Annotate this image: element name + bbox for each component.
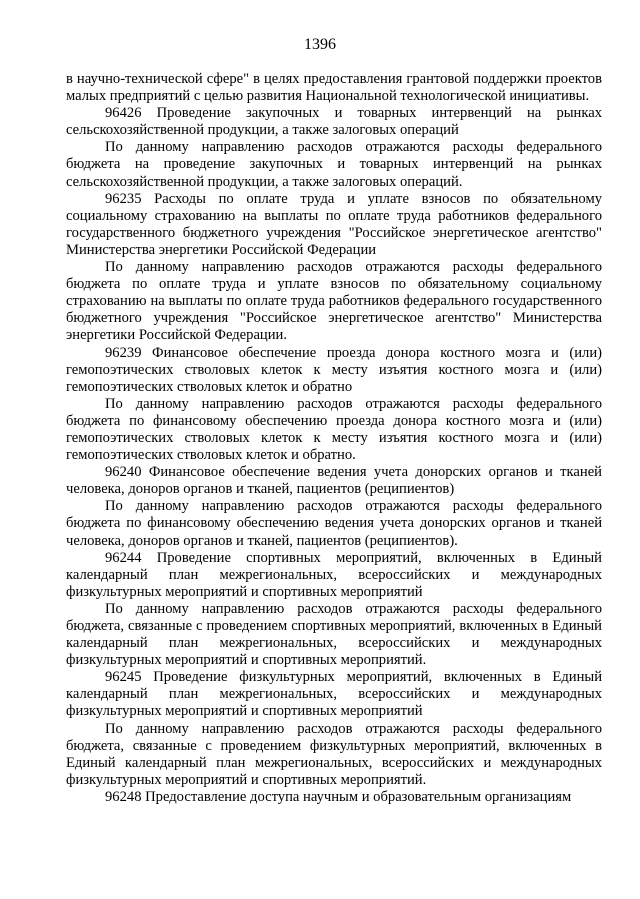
item-heading-96245: 96245 Проведение физкультурных мероприятий, включенных в Единый календарный план межрегиональных, всероссийских и международных физкультурных мероприятий и спортивных мероприятий — [66, 669, 602, 720]
item-description-96245: По данному направлению расходов отражаются расходы федерального бюджета, связанные с проведением физкультурных мероприятий, включенных в Единый календарный план межрегиональных, всероссийских и международных физкультурных мероприятий и спортивных мероприятий. — [66, 720, 602, 788]
paragraph-continuation: в научно-технической сфере" в целях предоставления грантовой поддержки проектов малых предприятий с целью развития Национальной технологической инициативы. — [66, 71, 602, 105]
item-heading-96235: 96235 Расходы по оплате труда и уплате взносов по обязательному социальному страхованию на выплаты по оплате труда работников федерального государственного бюджетного учреждения "Российское энергетическое агентство" Министерства энергетики Российской Федерации — [66, 190, 602, 258]
item-description-96426: По данному направлению расходов отражаются расходы федерального бюджета на проведение закупочных и товарных интервенций на рынках сельскохозяйственной продукции, а также залоговых операций. — [66, 139, 602, 190]
item-heading-96248: 96248 Предоставление доступа научным и образовательным организациям — [105, 788, 572, 805]
item-description-96240: По данному направлению расходов отражаются расходы федерального бюджета по финансовому обеспечению ведения учета донорских органов и тканей человека, доноров органов и тканей, пациентов (реципиентов). — [66, 498, 602, 549]
item-description-96244: По данному направлению расходов отражаются расходы федерального бюджета, связанные с проведением спортивных мероприятий, включенных в Единый календарный план межрегиональных, всероссийских и международных физкультурных мероприятий и спортивных мероприятий. — [66, 600, 602, 669]
item-heading-96244: 96244 Проведение спортивных мероприятий, включенных в Единый календарный план межрегиональных, всероссийских и международных физкультурных мероприятий и спортивных мероприятий — [66, 549, 602, 600]
item-heading-96426: 96426 Проведение закупочных и товарных интервенций на рынках сельскохозяйственной продукции, а также залоговых операций — [66, 105, 602, 139]
item-heading-96240: 96240 Финансовое обеспечение ведения учета донорских органов и тканей человека, доноров органов и тканей, пациентов (реципиентов) — [66, 464, 602, 498]
page-number: 1396 — [304, 36, 336, 53]
item-description-96239: По данному направлению расходов отражаются расходы федерального бюджета по финансовому обеспечению проезда донора костного мозга и (или) гемопоэтических стволовых клеток к месту изъятия костного мозга и (или) гемопоэтических стволовых клеток и обратно. — [66, 395, 602, 464]
item-description-96235: По данному направлению расходов отражаются расходы федерального бюджета по оплате труда и уплате взносов по обязательному социальному страхованию на выплаты по оплате труда работников федерального государственного бюджетного учреждения "Российское энергетическое агентство" Министерства энергетики Российской Федерации. — [66, 259, 602, 344]
item-heading-96239: 96239 Финансовое обеспечение проезда донора костного мозга и (или) гемопоэтических стволовых клеток к месту изъятия костного мозга и (или) гемопоэтических стволовых клеток и обратно — [66, 344, 602, 395]
document-body — [66, 71, 602, 806]
